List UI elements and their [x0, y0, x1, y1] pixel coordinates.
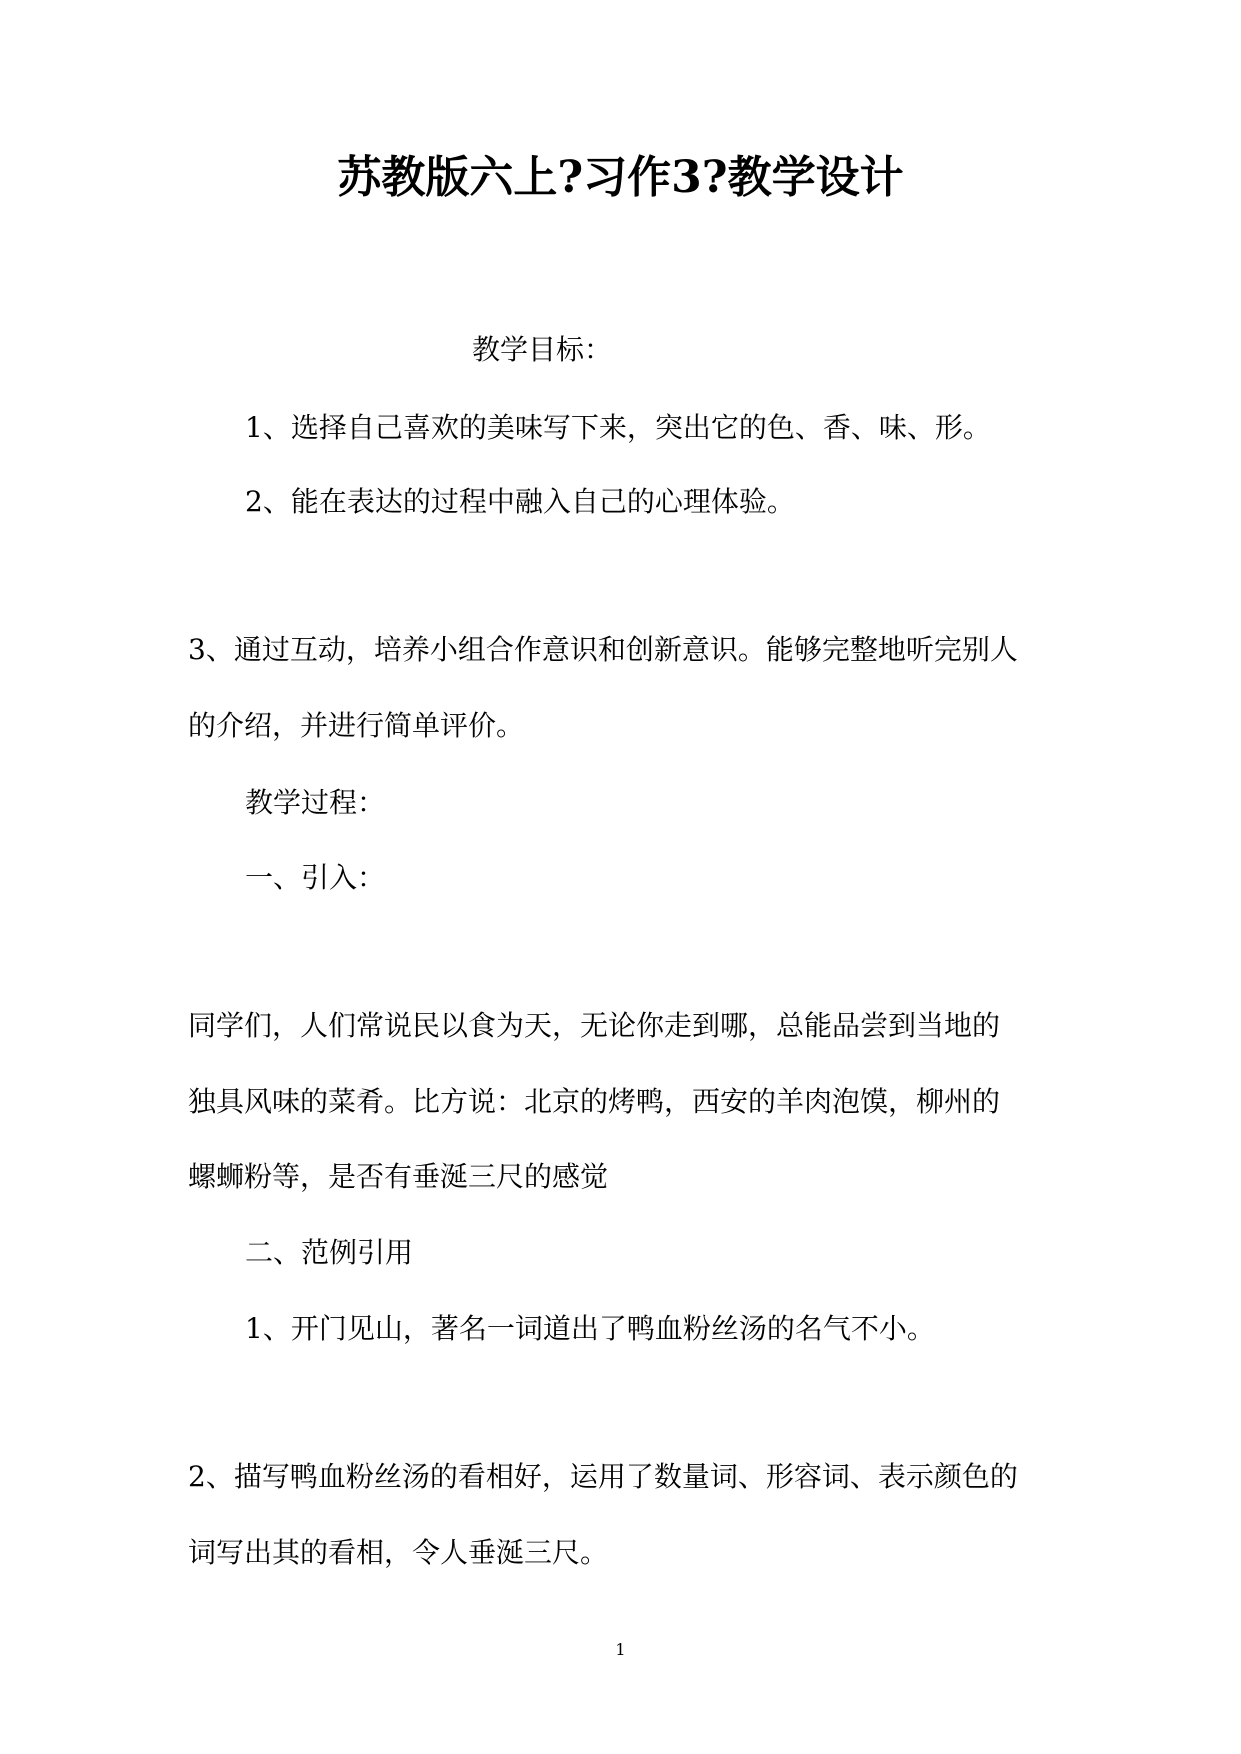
section-heading-objectives: 教学目标：	[472, 333, 613, 366]
paragraph-line: 词写出其的看相，令人垂涎三尺。	[188, 1536, 609, 1569]
paragraph-line: 2、能在表达的过程中融入自己的心理体验。	[245, 485, 795, 518]
page-number: 1	[615, 1640, 626, 1659]
paragraph-line: 1、开门见山，著名一词道出了鸭血粉丝汤的名气不小。	[245, 1312, 935, 1345]
paragraph-line: 的介绍，并进行简单评价。	[188, 709, 525, 742]
paragraph-line: 3、通过互动，培养小组合作意识和创新意识。能够完整地听完别人	[188, 633, 1018, 666]
document-title: 苏教版六上?习作3?教学设计	[337, 152, 904, 203]
section-heading-examples: 二、范例引用	[245, 1236, 414, 1269]
paragraph-line: 1、选择自己喜欢的美味写下来，突出它的色、香、味、形。	[245, 411, 991, 444]
paragraph-line: 同学们，人们常说民以食为天，无论你走到哪，总能品尝到当地的	[188, 1009, 1001, 1042]
paragraph-line: 2、描写鸭血粉丝汤的看相好，运用了数量词、形容词、表示颜色的	[188, 1460, 1018, 1493]
section-heading-process: 教学过程：	[245, 786, 386, 819]
paragraph-line: 螺蛳粉等，是否有垂涎三尺的感觉	[188, 1160, 609, 1193]
paragraph-line: 独具风味的菜肴。比方说：北京的烤鸭，西安的羊肉泡馍，柳州的	[188, 1085, 1001, 1118]
section-heading-intro: 一、引入：	[245, 861, 386, 894]
